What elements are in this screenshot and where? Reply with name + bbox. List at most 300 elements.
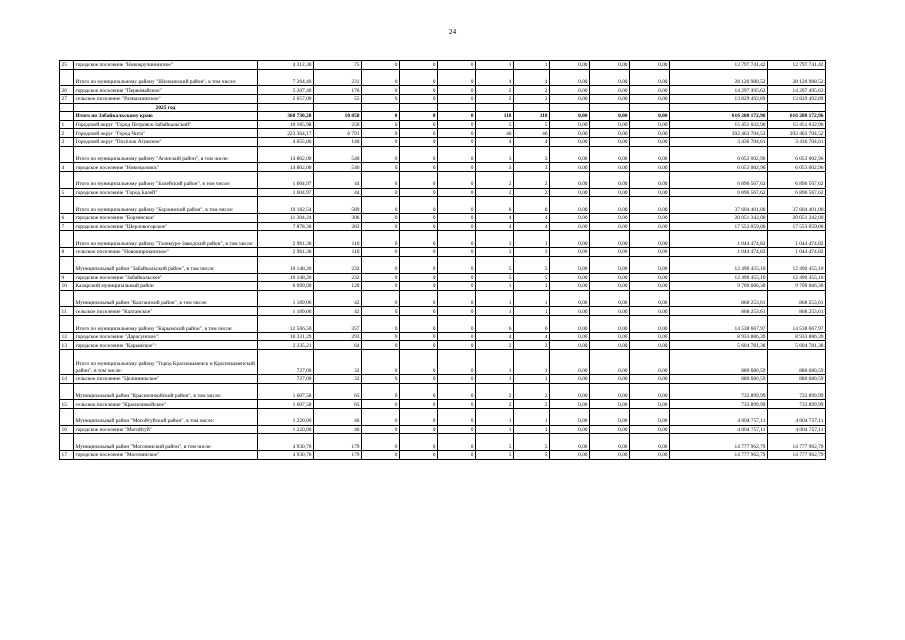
- people-cell: 120: [314, 282, 362, 291]
- count-cell: 0: [362, 256, 400, 273]
- people-cell: 232: [314, 256, 362, 273]
- row-number: [60, 316, 74, 333]
- area-cell: 4 930,70: [258, 434, 314, 451]
- empty-cell: [60, 103, 74, 112]
- row-number: 17: [60, 451, 74, 460]
- amount-cell: 0,00: [590, 332, 630, 341]
- table-row: [60, 341, 826, 350]
- table-row: [60, 120, 826, 129]
- amount-cell: 0,00: [630, 256, 670, 273]
- amount-cell: 0,00: [590, 307, 630, 316]
- area-cell: 1 189,00: [258, 290, 314, 307]
- amount-cell: 0,00: [590, 61, 630, 70]
- count-cell: 0: [438, 451, 476, 460]
- total-cost-cell: 392 463 704,52: [768, 129, 826, 138]
- count-cell: 2: [514, 171, 550, 188]
- row-number: 11: [60, 307, 74, 316]
- row-number: [60, 112, 74, 121]
- count-cell: 0: [362, 69, 400, 86]
- count-cell: 0: [400, 316, 438, 333]
- amount-cell: 0,00: [550, 290, 590, 307]
- people-cell: 179: [314, 451, 362, 460]
- count-cell: 0: [362, 61, 400, 70]
- row-number: [60, 256, 74, 273]
- amount-cell: 0,00: [630, 94, 670, 103]
- municipality-name: Каларский муниципальный район: [74, 282, 258, 291]
- table-row: [60, 316, 826, 333]
- count-cell: 0: [438, 112, 476, 121]
- count-cell: 0: [400, 171, 438, 188]
- table-row: [60, 61, 826, 70]
- amount-cell: 0,00: [550, 316, 590, 333]
- count-cell: 2: [476, 383, 514, 400]
- amount-cell: 0,00: [590, 112, 630, 121]
- empty-cell: [768, 103, 826, 112]
- count-cell: 0: [362, 112, 400, 121]
- amount-cell: 0,00: [630, 332, 670, 341]
- area-cell: 727,00: [258, 375, 314, 384]
- row-number: 27: [60, 94, 74, 103]
- amount-cell: 0,00: [550, 171, 590, 188]
- municipality-name: Городской округ "Город Петровск-Забайкальский": [74, 120, 258, 129]
- count-cell: 0: [362, 332, 400, 341]
- amount-cell: 0,00: [630, 61, 670, 70]
- amount-cell: 0,00: [550, 451, 590, 460]
- total-cost-cell: 4 004 757,11: [670, 425, 768, 434]
- row-number: 25: [60, 61, 74, 70]
- area-cell: 2 981,30: [258, 231, 314, 248]
- area-cell: 1 607,58: [258, 400, 314, 409]
- count-cell: 1: [514, 350, 550, 375]
- count-cell: 0: [400, 375, 438, 384]
- table-row: [60, 409, 826, 426]
- amount-cell: 0,00: [550, 434, 590, 451]
- count-cell: 5: [514, 120, 550, 129]
- count-cell: 4: [476, 137, 514, 146]
- count-cell: 0: [362, 171, 400, 188]
- row-number: [60, 69, 74, 86]
- count-cell: 0: [438, 434, 476, 451]
- area-cell: 360 730,20: [258, 112, 314, 121]
- people-cell: 42: [314, 307, 362, 316]
- count-cell: 0: [362, 222, 400, 231]
- count-cell: 5: [476, 434, 514, 451]
- people-cell: 357: [314, 316, 362, 333]
- count-cell: 0: [438, 61, 476, 70]
- table-row: [60, 425, 826, 434]
- area-cell: 10 148,20: [258, 273, 314, 282]
- total-cost-cell: 28 126 988,52: [768, 69, 826, 86]
- amount-cell: 0,00: [550, 400, 590, 409]
- count-cell: 0: [362, 120, 400, 129]
- total-cost-cell: 733 899,99: [670, 383, 768, 400]
- row-number: 9: [60, 273, 74, 282]
- amount-cell: 0,00: [590, 120, 630, 129]
- count-cell: 0: [438, 341, 476, 350]
- amount-cell: 0,00: [590, 400, 630, 409]
- amount-cell: 0,00: [630, 400, 670, 409]
- amount-cell: 0,00: [590, 146, 630, 163]
- count-cell: 0: [438, 425, 476, 434]
- amount-cell: 0,00: [630, 248, 670, 257]
- count-cell: 0: [362, 307, 400, 316]
- count-cell: 0: [362, 341, 400, 350]
- amount-cell: 0,00: [630, 350, 670, 375]
- total-cost-cell: 9 709 666,30: [670, 282, 768, 291]
- table-row: [60, 197, 826, 214]
- count-cell: 0: [400, 434, 438, 451]
- total-cost-cell: 8 933 886,39: [670, 332, 768, 341]
- count-cell: 0: [438, 307, 476, 316]
- count-cell: 0: [362, 86, 400, 95]
- total-cost-cell: 4 004 757,11: [670, 409, 768, 426]
- amount-cell: 0,00: [550, 307, 590, 316]
- count-cell: 5: [476, 273, 514, 282]
- amount-cell: 0,00: [630, 146, 670, 163]
- municipality-name: Итого по муниципальному району "Агинский район", в том числе:: [74, 146, 258, 163]
- amount-cell: 0,00: [630, 290, 670, 307]
- amount-cell: 0,00: [550, 222, 590, 231]
- total-cost-cell: 14 538 667,97: [670, 316, 768, 333]
- municipality-name: Муниципальный район "Калганский район", в том числе:: [74, 290, 258, 307]
- people-cell: 540: [314, 146, 362, 163]
- amount-cell: 0,00: [550, 256, 590, 273]
- people-cell: 306: [314, 214, 362, 223]
- count-cell: 1: [514, 290, 550, 307]
- count-cell: 6: [514, 316, 550, 333]
- table-row: [60, 383, 826, 400]
- empty-cell: [514, 103, 550, 112]
- count-cell: 0: [362, 434, 400, 451]
- count-cell: 0: [362, 350, 400, 375]
- empty-cell: [590, 103, 630, 112]
- amount-cell: 0,00: [590, 248, 630, 257]
- count-cell: 0: [362, 451, 400, 460]
- people-cell: 6 791: [314, 129, 362, 138]
- row-number: 14: [60, 375, 74, 384]
- total-cost-cell: 880 680,59: [670, 375, 768, 384]
- amount-cell: 0,00: [630, 214, 670, 223]
- area-cell: 5 207,40: [258, 86, 314, 95]
- count-cell: 2: [476, 400, 514, 409]
- row-number: 4: [60, 163, 74, 172]
- amount-cell: 0,00: [550, 341, 590, 350]
- count-cell: 0: [438, 171, 476, 188]
- count-cell: 5: [514, 434, 550, 451]
- count-cell: 0: [438, 222, 476, 231]
- amount-cell: 0,00: [590, 188, 630, 197]
- amount-cell: 0,00: [590, 434, 630, 451]
- count-cell: 0: [362, 163, 400, 172]
- count-cell: 4: [476, 214, 514, 223]
- count-cell: 0: [400, 350, 438, 375]
- total-cost-cell: 14 297 495,63: [670, 86, 768, 95]
- area-cell: 2 057,00: [258, 94, 314, 103]
- empty-cell: [630, 103, 670, 112]
- count-cell: 5: [514, 256, 550, 273]
- amount-cell: 0,00: [590, 425, 630, 434]
- count-cell: 0: [362, 316, 400, 333]
- row-number: [60, 146, 74, 163]
- table-row: [60, 307, 826, 316]
- count-cell: 0: [400, 425, 438, 434]
- row-number: [60, 290, 74, 307]
- people-cell: 44: [314, 188, 362, 197]
- amount-cell: 0,00: [550, 69, 590, 86]
- count-cell: 3: [514, 248, 550, 257]
- area-cell: 19 182,54: [258, 197, 314, 214]
- total-cost-cell: 17 553 059,00: [768, 222, 826, 231]
- municipality-name: Итого по муниципальному району "Балейский район", в том числе:: [74, 171, 258, 188]
- municipality-name: городское поселение "Новоорловск": [74, 163, 258, 172]
- table-row: [60, 231, 826, 248]
- count-cell: 1: [476, 282, 514, 291]
- amount-cell: 0,00: [550, 188, 590, 197]
- count-cell: 0: [438, 256, 476, 273]
- total-cost-cell: 6 053 002,96: [768, 146, 826, 163]
- total-cost-cell: 1 044 474,82: [768, 248, 826, 257]
- amount-cell: 0,00: [630, 231, 670, 248]
- count-cell: 4: [476, 222, 514, 231]
- people-cell: 283: [314, 222, 362, 231]
- people-cell: 250: [314, 120, 362, 129]
- count-cell: 5: [476, 256, 514, 273]
- total-cost-cell: 12 490 455,10: [670, 273, 768, 282]
- table-row: [60, 400, 826, 409]
- amount-cell: 0,00: [590, 214, 630, 223]
- count-cell: 2: [476, 86, 514, 95]
- count-cell: 0: [362, 400, 400, 409]
- count-cell: 0: [438, 316, 476, 333]
- table-row: [60, 290, 826, 307]
- amount-cell: 0,00: [590, 256, 630, 273]
- count-cell: 1: [476, 425, 514, 434]
- table-row: [60, 69, 826, 86]
- people-cell: 32: [314, 375, 362, 384]
- area-cell: 727,00: [258, 350, 314, 375]
- table-row: [60, 214, 826, 223]
- people-cell: 64: [314, 341, 362, 350]
- page-number: 24: [448, 27, 457, 36]
- count-cell: 4: [514, 69, 550, 86]
- count-cell: 2: [514, 383, 550, 400]
- total-cost-cell: 733 899,99: [768, 400, 826, 409]
- count-cell: 3: [476, 231, 514, 248]
- total-cost-cell: 8 933 886,39: [768, 332, 826, 341]
- amount-cell: 0,00: [590, 350, 630, 375]
- people-cell: 42: [314, 290, 362, 307]
- amount-cell: 0,00: [550, 197, 590, 214]
- row-number: [60, 197, 74, 214]
- count-cell: 0: [438, 282, 476, 291]
- count-cell: 0: [362, 94, 400, 103]
- count-cell: 1: [514, 61, 550, 70]
- count-cell: 0: [400, 248, 438, 257]
- people-cell: 176: [314, 86, 362, 95]
- people-cell: 179: [314, 434, 362, 451]
- table-row: [60, 256, 826, 273]
- row-number: [60, 383, 74, 400]
- table-row: [60, 222, 826, 231]
- count-cell: 1: [476, 375, 514, 384]
- amount-cell: 0,00: [550, 86, 590, 95]
- total-cost-cell: 9 709 666,30: [768, 282, 826, 291]
- table-row: [60, 94, 826, 103]
- amount-cell: 0,00: [590, 316, 630, 333]
- people-cell: 46: [314, 425, 362, 434]
- count-cell: 5: [514, 451, 550, 460]
- area-cell: 1 607,58: [258, 383, 314, 400]
- total-cost-cell: 6 053 002,96: [768, 163, 826, 172]
- count-cell: 0: [400, 197, 438, 214]
- count-cell: 5: [476, 120, 514, 129]
- amount-cell: 0,00: [630, 112, 670, 121]
- area-cell: 1 220,00: [258, 425, 314, 434]
- count-cell: 0: [400, 451, 438, 460]
- count-cell: 0: [400, 332, 438, 341]
- count-cell: 2: [476, 341, 514, 350]
- amount-cell: 0,00: [550, 129, 590, 138]
- count-cell: 46: [514, 129, 550, 138]
- count-cell: 0: [438, 375, 476, 384]
- amount-cell: 0,00: [630, 69, 670, 86]
- count-cell: 0: [362, 282, 400, 291]
- amount-cell: 0,00: [630, 383, 670, 400]
- count-cell: 0: [400, 307, 438, 316]
- count-cell: 2: [476, 171, 514, 188]
- total-cost-cell: 14 777 962,79: [768, 434, 826, 451]
- amount-cell: 0,00: [550, 248, 590, 257]
- amount-cell: 0,00: [550, 332, 590, 341]
- amount-cell: 0,00: [630, 307, 670, 316]
- count-cell: 0: [438, 163, 476, 172]
- total-cost-cell: 20 051 342,00: [670, 214, 768, 223]
- area-cell: 10 185,98: [258, 120, 314, 129]
- count-cell: 0: [400, 290, 438, 307]
- count-cell: 0: [400, 86, 438, 95]
- count-cell: 0: [362, 290, 400, 307]
- count-cell: 0: [400, 282, 438, 291]
- municipality-name: Городской округ "Посёлок Агинское": [74, 137, 258, 146]
- people-cell: 55: [314, 94, 362, 103]
- municipality-name: городское поселение "Карымское":: [74, 341, 258, 350]
- table-row: [60, 86, 826, 95]
- count-cell: 0: [362, 137, 400, 146]
- count-cell: 3: [514, 231, 550, 248]
- amount-cell: 0,00: [550, 137, 590, 146]
- row-number: 8: [60, 248, 74, 257]
- municipality-name: городское поселение "Новокручининское": [74, 61, 258, 70]
- amount-cell: 0,00: [630, 451, 670, 460]
- count-cell: 0: [438, 231, 476, 248]
- empty-cell: [550, 103, 590, 112]
- count-cell: 0: [438, 188, 476, 197]
- municipality-name: городское поселение "Дарасунское":: [74, 332, 258, 341]
- count-cell: 0: [400, 69, 438, 86]
- total-cost-cell: 12 490 455,10: [768, 256, 826, 273]
- municipality-name: Городской округ "Город Чита": [74, 129, 258, 138]
- count-cell: 0: [438, 137, 476, 146]
- area-cell: 14 802,00: [258, 163, 314, 172]
- amount-cell: 0,00: [590, 69, 630, 86]
- total-cost-cell: 14 777 962,79: [768, 451, 826, 460]
- people-cell: 293: [314, 332, 362, 341]
- area-cell: 2 981,30: [258, 248, 314, 257]
- total-cost-cell: 6 896 567,62: [768, 188, 826, 197]
- amount-cell: 0,00: [630, 273, 670, 282]
- empty-cell: [670, 103, 768, 112]
- count-cell: 0: [362, 129, 400, 138]
- count-cell: 0: [438, 146, 476, 163]
- people-cell: 140: [314, 137, 362, 146]
- municipality-name: городское поселение "Город Балей": [74, 188, 258, 197]
- municipality-name: городское поселение "Забайкальское": [74, 273, 258, 282]
- count-cell: 0: [438, 120, 476, 129]
- area-cell: 1 220,00: [258, 409, 314, 426]
- count-cell: 1: [476, 307, 514, 316]
- total-cost-cell: 6 896 567,62: [670, 188, 768, 197]
- people-cell: 589: [314, 197, 362, 214]
- amount-cell: 0,00: [630, 222, 670, 231]
- area-cell: 10 331,29: [258, 332, 314, 341]
- count-cell: 1: [514, 409, 550, 426]
- count-cell: 0: [362, 188, 400, 197]
- total-cost-cell: 1 044 474,82: [670, 231, 768, 248]
- amount-cell: 0,00: [550, 120, 590, 129]
- row-number: 3: [60, 137, 74, 146]
- amount-cell: 0,00: [630, 129, 670, 138]
- count-cell: 0: [438, 350, 476, 375]
- table-row: [60, 163, 826, 172]
- count-cell: 0: [362, 146, 400, 163]
- count-cell: 4: [514, 222, 550, 231]
- municipality-name: городское поселение "Могочинское": [74, 451, 258, 460]
- row-number: [60, 350, 74, 375]
- total-cost-cell: 13 829 492,89: [670, 94, 768, 103]
- count-cell: 3: [476, 248, 514, 257]
- total-cost-cell: 13 829 492,89: [768, 94, 826, 103]
- amount-cell: 0,00: [630, 171, 670, 188]
- count-cell: 0: [438, 332, 476, 341]
- amount-cell: 0,00: [590, 231, 630, 248]
- count-cell: 1: [476, 61, 514, 70]
- municipality-name: сельское поселение "Красночикойское": [74, 400, 258, 409]
- municipality-name: сельское поселение "Размахнинское": [74, 94, 258, 103]
- count-cell: 6: [476, 316, 514, 333]
- municipality-name: сельское поселение "Новоширокинское": [74, 248, 258, 257]
- amount-cell: 0,00: [590, 129, 630, 138]
- count-cell: 0: [362, 197, 400, 214]
- table-row: [60, 171, 826, 188]
- amount-cell: 0,00: [630, 188, 670, 197]
- count-cell: 0: [400, 400, 438, 409]
- row-number: 10: [60, 282, 74, 291]
- total-cost-cell: 868 253,61: [768, 290, 826, 307]
- amount-cell: 0,00: [630, 425, 670, 434]
- count-cell: 4: [476, 69, 514, 86]
- empty-cell: [400, 103, 438, 112]
- total-cost-cell: 868 253,61: [768, 307, 826, 316]
- amount-cell: 0,00: [590, 383, 630, 400]
- area-cell: 6 099,00: [258, 282, 314, 291]
- count-cell: 5: [476, 451, 514, 460]
- count-cell: 0: [438, 86, 476, 95]
- amount-cell: 0,00: [590, 86, 630, 95]
- amount-cell: 0,00: [550, 409, 590, 426]
- count-cell: 118: [476, 112, 514, 121]
- total-cost-cell: 37 604 401,00: [670, 197, 768, 214]
- municipality-name: Итого по муниципальному району "Борзинский район", в том числе:: [74, 197, 258, 214]
